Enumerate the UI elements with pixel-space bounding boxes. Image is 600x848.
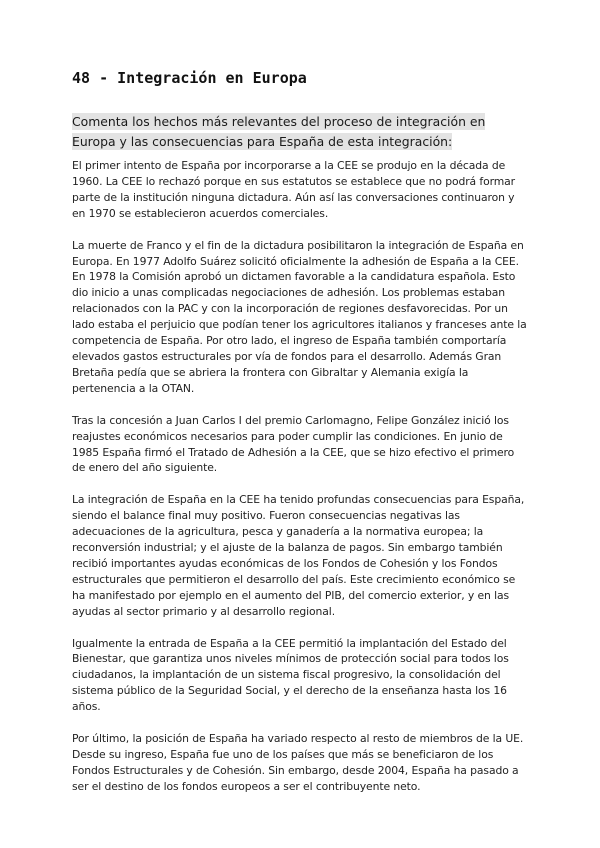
paragraph-4: La integración de España en la CEE ha tenido profundas consecuencias para España, siendo el balance final muy positivo. Fueron consecuencias negativas las adecuaciones de la agricultura, pesca y ganadería a la normativa europea; la reconversión industrial; y el ajuste de la balanza de pagos. Sin embargo también recibió importantes ayudas económicas de los Fondos de Cohesión y los Fondos estructurales que permitieron el desarrollo del país. Este crecimiento económico se ha manifestado por ejemplo en el aumento del PIB, del comercio exterior, y en las ayudas al sector primario y al desarrollo regional.: [72, 493, 525, 618]
document-title: 48 - Integración en Europa: [72, 69, 307, 87]
paragraph-3: Tras la concesión a Juan Carlos I del premio Carlomagno, Felipe González inició los reajustes económicos necesarios para poder cumplir las condiciones. En junio de 1985 España firmó el Tratado de Adhesión a la CEE, que se hizo efectivo el primero de enero del año siguiente.: [72, 413, 515, 475]
paragraph-2: La muerte de Franco y el fin de la dictadura posibilitaron la integración de España en Europa. En 1977 Adolfo Suárez solicitó oficialmente la adhesión de España a la CEE. En 1978 la Comisión aprobó un dictamen favorable a la candidatura española. Esto dio inicio a unas complicadas negociaciones de adhesión. Los problemas estaban relacionados con la PAC y con la incorporación de regiones desfavorecidas. Por un lado estaba el perjuicio que podían tener los agricultores italianos y franceses ante la competencia de España. Por otro lado, el ingreso de España también comportaría elevados gastos estructurales por vía de fondos para el desarrollo. Además Gran Bretaña pedía que se abriera la frontera con Gibraltar y Alemania exigía la pertenencia a la OTAN.: [72, 238, 527, 395]
document-page: [72, 66, 530, 811]
question-prompt: [72, 112, 530, 151]
question-highlight: Comenta los hechos más relevantes del proceso de integración en Europa y las consecuencias para España de esta integración:: [72, 114, 486, 149]
paragraph-5: Igualmente la entrada de España a la CEE permitió la implantación del Estado del Bienestar, que garantiza unos niveles mínimos de protección social para todos los ciudadanos, la implantación de un sistema fiscal progresivo, la consolidación del sistema público de la Seguridad Social, y el derecho de la enseñanza hasta los 16 años.: [72, 636, 509, 714]
paragraph-1: El primer intento de España por incorporarse a la CEE se produjo en la década de 1960. La CEE lo rechazó porque en sus estatutos se establece que no podrá formar parte de la institución ninguna dictadura. Aún así las conversaciones continuaron y en 1970 se establecieron acuerdos comerciales.: [72, 159, 516, 220]
paragraph-6: Por último, la posición de España ha variado respecto al resto de miembros de la UE. Desde su ingreso, España fue uno de los países que más se beneficiaron de los Fondos Estructurales y de Cohesión. Sin embargo, desde 2004, España ha pasado a ser el destino de los fondos europeos a ser el contribuyente neto.: [72, 732, 524, 793]
